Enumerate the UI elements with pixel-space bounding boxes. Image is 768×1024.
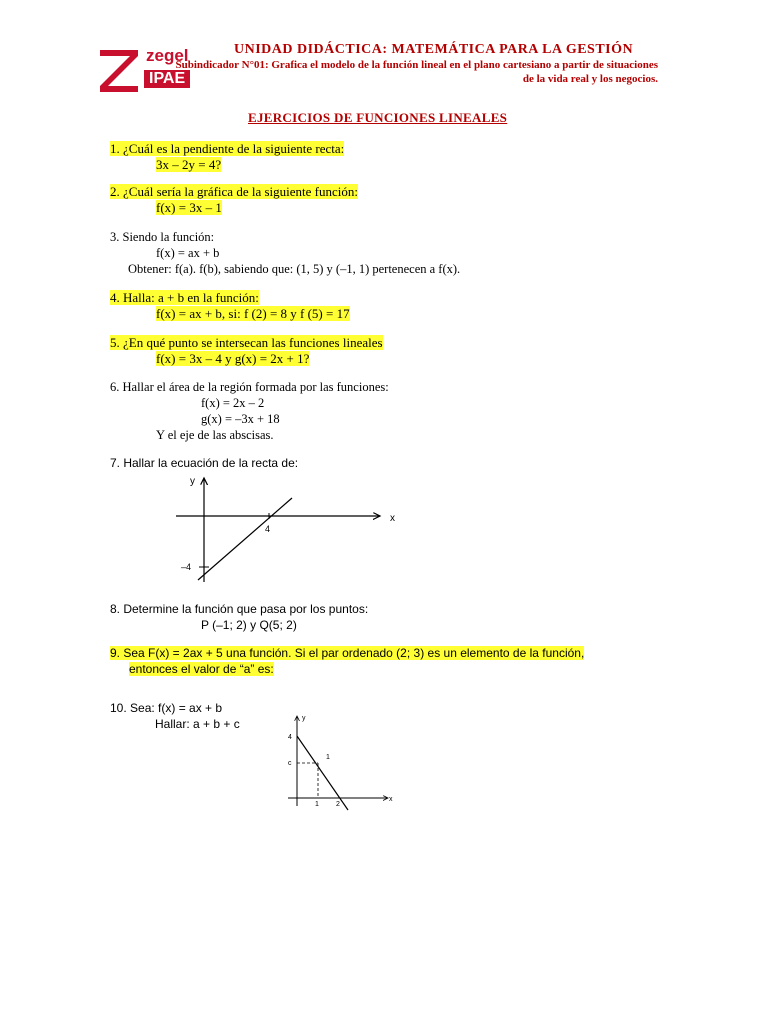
exercise-5-question: 5. ¿En qué punto se intersecan las funciones lineales	[110, 335, 383, 350]
graph7-x-label: x	[390, 513, 395, 524]
graph7-line	[198, 498, 292, 580]
document-subtitle	[98, 58, 658, 86]
logo-ipae-text: IPAE	[144, 70, 190, 88]
exercise-6	[110, 379, 389, 443]
section-title: EJERCICIOS DE FUNCIONES LINEALES	[248, 110, 508, 125]
exercise-7-graph	[172, 472, 402, 587]
exercise-5	[110, 335, 383, 367]
graph10-x-label: x	[389, 796, 393, 803]
graph10-c-label: c	[288, 760, 292, 767]
logo-zegel-text: zegel	[146, 46, 189, 65]
graph7-y-label: y	[190, 476, 195, 487]
graph10-x-tick-1: 1	[315, 801, 319, 808]
exercise-3	[110, 229, 460, 277]
exercise-3-instruction: Obtener: f(a). f(b), sabiendo que: (1, 5) y (–1, 1) pertenecen a f(x).	[128, 262, 461, 276]
graph10-y-tick-label: 4	[288, 734, 292, 741]
graph10-x-tick-2: 2	[336, 801, 340, 808]
document-title: UNIDAD DIDÁCTICA: MATEMÁTICA PARA LA GESTIÓN	[234, 42, 634, 57]
exercise-9-line-2: entonces el valor de “a” es:	[129, 662, 274, 676]
exercise-8	[110, 601, 368, 633]
exercise-2-equation: f(x) = 3x – 1	[156, 200, 222, 215]
subtitle-line-2: de la vida real y los negocios.	[522, 73, 658, 85]
graph7-x-tick-label: 4	[265, 524, 271, 534]
exercise-9	[110, 645, 584, 677]
exercise-10	[110, 700, 240, 732]
exercise-4-equation: f(x) = ax + b, si: f (2) = 8 y f (5) = 17	[156, 306, 350, 321]
graph10-point-label: 1	[326, 754, 330, 761]
exercise-8-question: 8. Determine la función que pasa por los puntos:	[110, 602, 369, 616]
exercise-6-question: 6. Hallar el área de la región formada por las funciones:	[110, 380, 389, 394]
exercise-4-question: 4. Halla: a + b en la función:	[110, 290, 259, 305]
exercise-4	[110, 290, 350, 322]
exercise-7-question: 7. Hallar la ecuación de la recta de:	[110, 456, 299, 470]
exercise-2-question: 2. ¿Cuál sería la gráfica de la siguiente función:	[110, 184, 358, 199]
exercise-6-equation-f: f(x) = 2x – 2	[201, 396, 265, 410]
exercise-6-note: Y el eje de las abscisas.	[156, 428, 274, 442]
graph10-line	[297, 736, 348, 810]
exercise-2	[110, 184, 358, 216]
exercise-9-question: 9. Sea F(x) = 2ax + 5 una función. Si el par ordenado (2; 3) es un elemento de la función,	[110, 646, 585, 660]
graph10-y-label: y	[302, 715, 306, 722]
exercise-6-equation-g: g(x) = –3x + 18	[201, 412, 280, 426]
exercise-1-question: 1. ¿Cuál es la pendiente de la siguiente recta:	[110, 141, 345, 156]
graph7-y-tick-label: –4	[181, 562, 192, 572]
exercise-1	[110, 141, 344, 173]
exercise-10-question: 10. Sea: f(x) = ax + b	[110, 701, 223, 715]
exercise-3-equation: f(x) = ax + b	[156, 246, 220, 260]
exercise-10-instruction: Hallar: a + b + c	[155, 717, 240, 731]
subtitle-line-1: Subindicador N°01: Grafica el modelo de la función lineal en el plano cartesiano a partir de situaciones	[175, 59, 658, 71]
exercise-5-equation: f(x) = 3x – 4 y g(x) = 2x + 1?	[156, 351, 310, 366]
exercise-3-question: 3. Siendo la función:	[110, 230, 215, 244]
exercise-1-equation: 3x – 2y = 4?	[156, 157, 222, 172]
exercise-8-points: P (–1; 2) y Q(5; 2)	[201, 618, 297, 632]
exercise-10-graph	[280, 710, 400, 815]
